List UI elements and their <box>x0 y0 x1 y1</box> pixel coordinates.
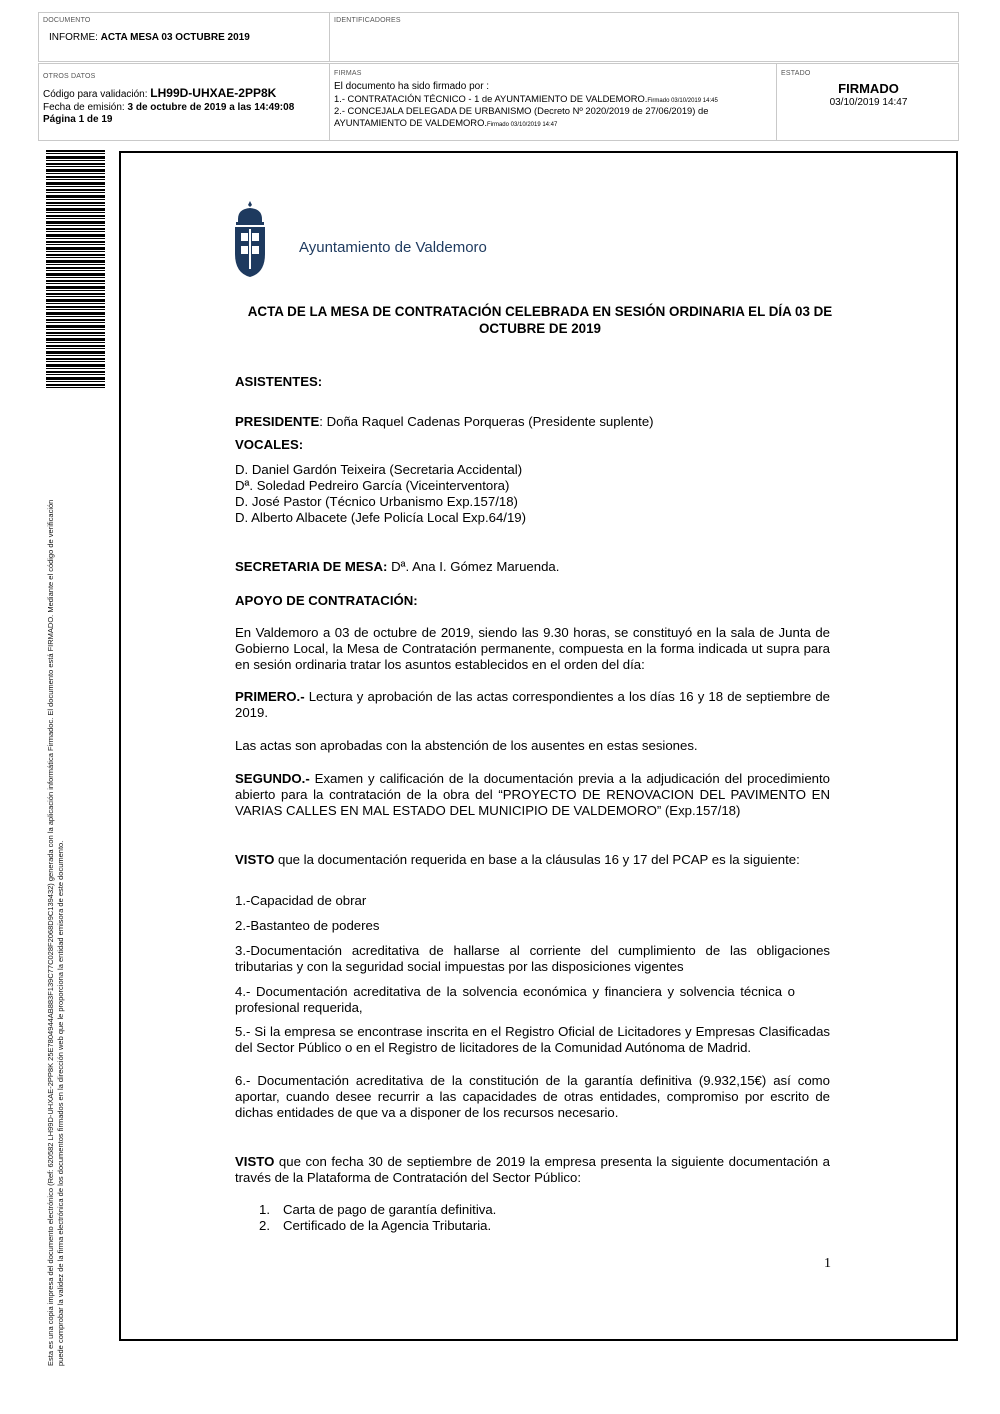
vocales-heading: VOCALES: <box>235 437 304 452</box>
estado-date: 03/10/2019 14:47 <box>829 97 908 108</box>
presidente-line <box>235 414 654 430</box>
visto1-text: que la documentación requerida en base a la cláusulas 16 y 17 del PCAP es la siguiente: <box>274 852 800 867</box>
primero-paragraph <box>235 689 830 721</box>
apoyo-heading: APOYO DE CONTRATACIÓN: <box>235 593 418 608</box>
vocal-item: D. José Pastor (Técnico Urbanismo Exp.157/18) <box>235 494 518 509</box>
secretaria-line <box>235 559 559 575</box>
header-firmas-box <box>329 63 777 141</box>
documento-line <box>49 32 250 43</box>
requirement-item: 2.-Bastanteo de poderes <box>235 918 380 933</box>
firmas-label: FIRMAS <box>334 70 362 77</box>
list-number: 1. <box>259 1202 270 1217</box>
codigo-line <box>43 87 276 101</box>
list-number: 2. <box>259 1218 270 1233</box>
side-verification-text <box>46 391 66 1366</box>
asistentes-heading: ASISTENTES: <box>235 374 323 389</box>
presidente-value: : Doña Raquel Cadenas Porqueras (Presidente suplente) <box>319 414 654 429</box>
list-text: Certificado de la Agencia Tributaria. <box>283 1218 492 1233</box>
segundo-text: Examen y calificación de la documentación previa a la adjudicación del procedimiento abierto para la contratación de la obra del “PROYECTO DE RENOVACION DEL PAVIMENTO EN VARIAS CALLES EN MAL ESTADO DEL MUNICIPIO DE VALDEMORO” (Exp.157/18) <box>235 771 830 818</box>
side-text-line2: puede comprobar la validez de la firma electrónica de los documentos firmados en la dirección web que le proporciona la entidad emisora de este documento. <box>56 840 65 1366</box>
primero-text: Lectura y aprobación de las actas correspondientes a los días 16 y 18 de septiembre de 2019. <box>235 689 830 720</box>
visto1-label: VISTO <box>235 852 275 867</box>
title-line2: OCTUBRE DE 2019 <box>478 321 602 336</box>
requirement-item: 4.- Documentación acreditativa de la solvencia económica y financiera y solvencia técnica o profesional requerida, <box>235 984 795 1015</box>
firma2-date: Firmado 03/10/2019 14:47 <box>486 122 558 128</box>
pagina: Página 1 de 19 <box>43 114 113 125</box>
actas-paragraph: Las actas son aprobadas con la abstención de los ausentes en estas sesiones. <box>235 738 698 753</box>
header-identificadores-box <box>329 12 959 62</box>
firma2b: AYUNTAMIENTO DE VALDEMORO. <box>334 117 487 128</box>
visto2-paragraph <box>235 1154 830 1186</box>
intro-paragraph: En Valdemoro a 03 de octubre de 2019, siendo las 9.30 horas, se constituyó en la sala de Junta de Gobierno Local, la Mesa de Contratación permanente, compuesta en la forma indicada ut supra para en sesión ordinaria tratar los asuntos establecidos en el orden del día: <box>235 625 830 672</box>
requirement-item: 1.-Capacidad de obrar <box>235 893 367 908</box>
visto2-label: VISTO <box>235 1154 275 1169</box>
segundo-label: SEGUNDO.- <box>235 771 310 786</box>
logo-text: Ayuntamiento de Valdemoro <box>299 239 487 256</box>
firmas-intro: El documento ha sido firmado por : <box>334 81 490 92</box>
segundo-paragraph <box>235 771 830 819</box>
documento-prefix: INFORME: <box>49 32 101 43</box>
fecha-label: Fecha de emisión: <box>43 102 128 113</box>
otros-label: OTROS DATOS <box>43 73 96 80</box>
visto2-text: que con fecha 30 de septiembre de 2019 la empresa presenta la siguiente documentación a través de la Plataforma de Contratación del Sector Público: <box>235 1154 830 1185</box>
identificadores-label: IDENTIFICADORES <box>334 17 401 24</box>
requirement-item: 5.- Si la empresa se encontrase inscrita en el Registro Oficial de Licitadores y Empresas Clasificadas del Sector Público o en el Registro de licitadores de la Comunidad Autónoma de Madrid. <box>235 1024 830 1055</box>
estado-value: FIRMADO <box>838 81 899 96</box>
firma1-date: Firmado 03/10/2019 14:45 <box>647 98 718 104</box>
barcode <box>46 150 105 388</box>
primero-label: PRIMERO.- <box>235 689 305 704</box>
vocales-list <box>235 462 526 526</box>
vocal-item: D. Alberto Albacete (Jefe Policía Local Exp.64/19) <box>235 510 527 525</box>
firma1: 1.- CONTRATACIÓN TÉCNICO - 1 de AYUNTAMIENTO DE VALDEMORO. <box>334 93 648 104</box>
vocal-item: D. Daniel Gardón Teixeira (Secretaria Accidental) <box>235 462 523 477</box>
header-otros-box <box>38 63 330 141</box>
title-line1: ACTA DE LA MESA DE CONTRATACIÓN CELEBRADA EN SESIÓN ORDINARIA EL DÍA 03 DE <box>247 304 833 319</box>
firma2b-line <box>334 117 557 131</box>
documento-label: DOCUMENTO <box>43 17 91 24</box>
documentation-list-item <box>259 1218 491 1234</box>
header-estado-box <box>776 63 959 141</box>
codigo-label: Código para validación: <box>43 89 151 100</box>
fecha-value: 3 de octubre de 2019 a las 14:49:08 <box>127 102 295 113</box>
header-documento-box <box>38 12 330 62</box>
side-text-line1: Esta es una copia impresa del documento electrónico (Ref: 620582 LH99D-UHXAE-2PP8K 25E7804944AB883F139C77C028F2068D9C139432) generada con la aplicación informática Firmadoc. El documento está FIRMADO. Mediante el código de verificación <box>46 499 55 1366</box>
vocal-item: Dª. Soledad Pedreiro García (Viceinterventora) <box>235 478 510 493</box>
valdemoro-coat-of-arms-icon <box>232 199 268 279</box>
list-text: Carta de pago de garantía definitiva. <box>283 1202 497 1217</box>
estado-label: ESTADO <box>781 70 811 77</box>
codigo-value: LH99D-UHXAE-2PP8K <box>150 86 277 100</box>
fecha-line <box>43 102 294 114</box>
presidente-label: PRESIDENTE <box>235 414 320 429</box>
visto1-paragraph <box>235 852 830 868</box>
documento-value: ACTA MESA 03 OCTUBRE 2019 <box>100 32 250 43</box>
secretaria-label: SECRETARIA DE MESA: <box>235 559 388 574</box>
requirement-item: 6.- Documentación acreditativa de la constitución de la garantía definitiva (9.932,15€) así como aportar, cuando desee recurrir a las capacidades de otras entidades, compromiso por escrito de dichas entidades de que va a disponer de los recursos necesario. <box>235 1073 830 1120</box>
firma2a: 2.- CONCEJALA DELEGADA DE URBANISMO (Decreto Nº 2020/2019 de 27/06/2019) de <box>334 105 709 116</box>
secretaria-value: Dª. Ana I. Gómez Maruenda. <box>387 559 560 574</box>
requirement-item: 3.-Documentación acreditativa de hallarse al corriente del cumplimiento de las obligaciones tributarias y con la seguridad social impuestas por las disposiciones vigentes <box>235 943 830 974</box>
page-number: 1 <box>824 1256 831 1271</box>
documentation-list-item <box>259 1202 496 1218</box>
document-title <box>220 303 860 337</box>
